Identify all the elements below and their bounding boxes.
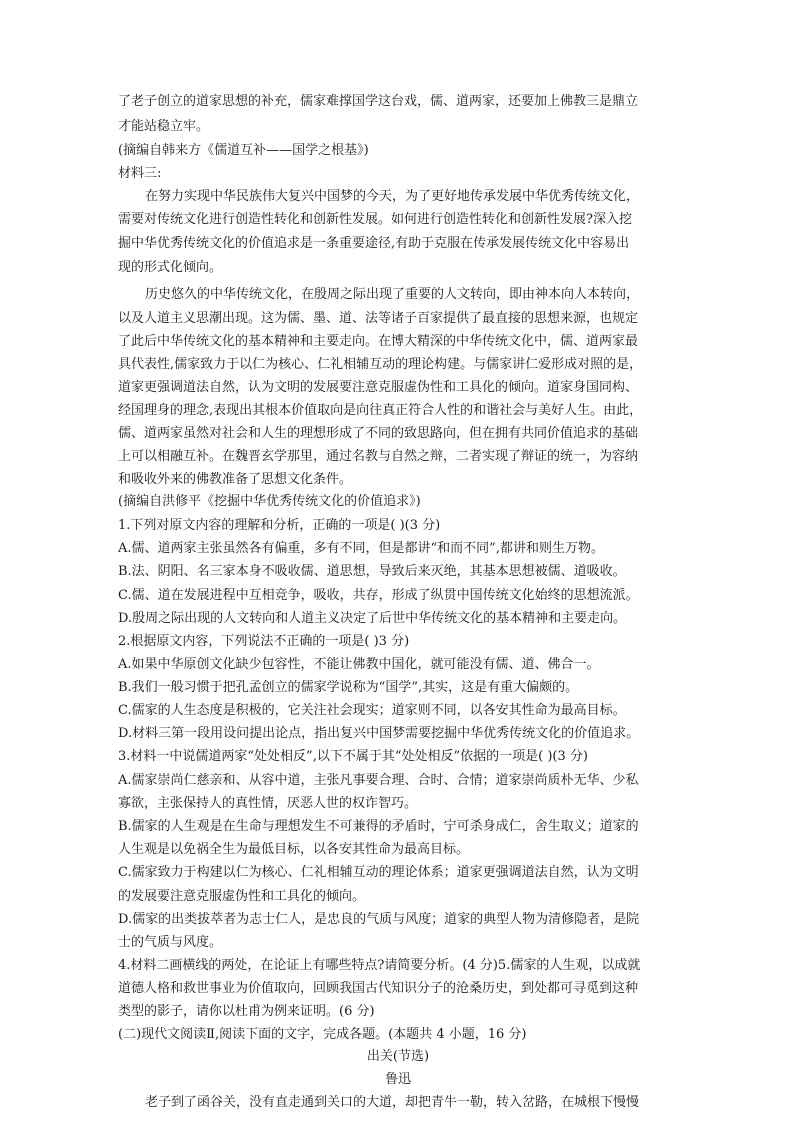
option-a: A.儒、道两家主张虽然各有偏重，多有不同，但是都讲“和而不同”,都讲和则生万物。: [118, 541, 604, 556]
question-stem: 2.根据原文内容，下列说法不正确的一项是( )3 分): [118, 634, 410, 649]
option-d: D.儒家的出类拔萃者为志士仁人，是忠良的气质与风度；道家的典型人物为清修隐者，是院: [118, 912, 640, 927]
paragraph-line: 在努力实现中华民族伟大复兴中国梦的今天，为了更好地传承发展中华优秀传统文化，: [145, 189, 640, 204]
paragraph-line: 需要对传统文化进行创造性转化和创新性发展。如何进行创造性转化和创新性发展?深入挖: [118, 212, 632, 227]
intro-line: 才能站稳立牢。: [118, 119, 210, 134]
option-a: A.如果中华原创文化缺少包容性，不能让佛教中国化，就可能没有儒、道、佛合一。: [118, 657, 600, 672]
option-c: C.儒、道在发展进程中互相竞争，吸收，共存，形成了纵贯中国传统文化始终的思想流派。: [118, 588, 639, 603]
paragraph-line: 和吸收外来的佛教准备了思想文化条件。: [118, 472, 353, 487]
option-c: C.儒家致力于构建以仁为核心、仁礼相辅互动的理论体系；道家更强调道法自然，认为文明: [118, 865, 639, 880]
option-b-cont: 人生观是以免祸全生为最低目标，以各安其性命为最高目标。: [118, 842, 470, 857]
paragraph-line: 了此后中华传统文化的基本精神和主要走向。在博大精深的中华传统文化中，儒、道两家最: [118, 334, 639, 349]
question-stem: 3.材料一中说儒道两家“处处相反”,以下不属于其“处处相反”依据的一项是( )(3 分): [118, 749, 588, 764]
source-citation: (摘编自洪修平《挖掘中华优秀传统文化的价值追求》): [118, 494, 421, 509]
intro-line: 了老子创立的道家思想的补充，儒家难撑国学这台戏，儒、道两家，还要加上佛教三是鼎立: [118, 94, 639, 109]
passage-author: 鲁迅: [384, 1072, 411, 1087]
paragraph-line: 上可以相融互补。在魏晋玄学那里，通过名教与自然之辩，二者实现了辩证的统一，为容纳: [118, 449, 639, 464]
material-heading: 材料三:: [118, 166, 162, 181]
paragraph-line: 儒、道两家虽然对社会和人生的理想形成了不同的致思路向，但在拥有共同价值追求的基础: [118, 426, 639, 441]
option-b: B.法、阴阳、名三家本身不吸收儒、道思想，导致后来灭绝，其基本思想被儒、道吸收。: [118, 564, 626, 579]
option-c: C.儒家的人生态度是积极的，它关注社会现实；道家则不同，以各安其性命为最高目标。: [118, 703, 626, 718]
source-citation: (摘编自韩来方《儒道互补——国学之根基》): [118, 143, 369, 158]
paragraph-line: 掘中华优秀传统文化的价值追求是一条重要途径,有助于克服在传承发展传统文化中容易出: [118, 236, 630, 251]
option-d: D.材料三第一段用设问提出论点，指出复兴中国梦需要挖掘中华优秀传统文化的价值追求。: [118, 726, 640, 741]
paragraph-line: 以及人道主义思潮出现。这为儒、墨、道、法等诸子百家提供了最直接的思想来源，也规定: [118, 311, 639, 326]
paragraph-line: 老子到了函谷关，没有直走通到关口的大道，却把青牛一勒，转入岔路，在城根下慢慢: [145, 1095, 640, 1110]
option-b: B.儒家的人生观是在生命与理想发生不可兼得的矛盾时，宁可杀身成仁，舍生取义；道家的: [118, 819, 639, 834]
question-stem: 1.下列对原文内容的理解和分析，正确的一项是( )(3 分): [118, 518, 441, 533]
section-heading: (二)现代文阅读Ⅱ,阅读下面的文字，完成各题。(本题共 4 小题，16 分): [118, 1027, 527, 1042]
paragraph-line: 具代表性,儒家致力于以仁为核心、仁礼相辅互动的理论构建。与儒家讲仁爱形成对照的是，: [118, 357, 643, 372]
question-stem: 4.材料二画横线的两处，在论证上有哪些特点?请简要分析。(4 分)5.儒家的人生观，以成就: [118, 958, 641, 973]
paragraph-line: 历史悠久的中华传统文化，在殷周之际出现了重要的人文转向，即由神本向人本转向，: [145, 287, 640, 302]
option-a-cont: 寡欲，主张保持人的真性情，厌恶人世的权诈智巧。: [118, 796, 418, 811]
paragraph-line: 经国理身的理念,表现出其根本价值取向是向往真正符合人性的和谐社会与美好人生。由此，: [118, 403, 643, 418]
paragraph-line: 现的形式化倾向。: [118, 260, 223, 275]
option-b: B.我们一般习惯于把孔孟创立的儒家学说称为“国学”,其实，这是有重大偏颇的。: [118, 680, 579, 695]
question-stem-cont: 道德人格和救世事业为价值取向，回顾我国古代知识分子的沧桑历史，到处都可寻觅到这种: [118, 981, 639, 996]
option-d: D.殷周之际出现的人文转向和人道主义决定了后世中华传统文化的基本精神和主要走向。: [118, 611, 627, 626]
question-stem-cont: 类型的影子，请你以杜甫为例来证明。(6 分): [118, 1004, 375, 1019]
option-a: A.儒家崇尚仁慈亲和、从容中道，主张凡事要合理、合时、合情；道家崇尚质朴无华、少私: [118, 773, 639, 788]
passage-title: 出关(节选): [366, 1049, 430, 1064]
option-d-cont: 士的气质与风度。: [118, 935, 223, 950]
option-c-cont: 的发展要注意克服虚伪性和工具化的倾向。: [118, 889, 366, 904]
paragraph-line: 道家更强调道法自然，认为文明的发展要注意克服虚伪性和工具化的倾向。道家身国同构、: [118, 380, 639, 395]
